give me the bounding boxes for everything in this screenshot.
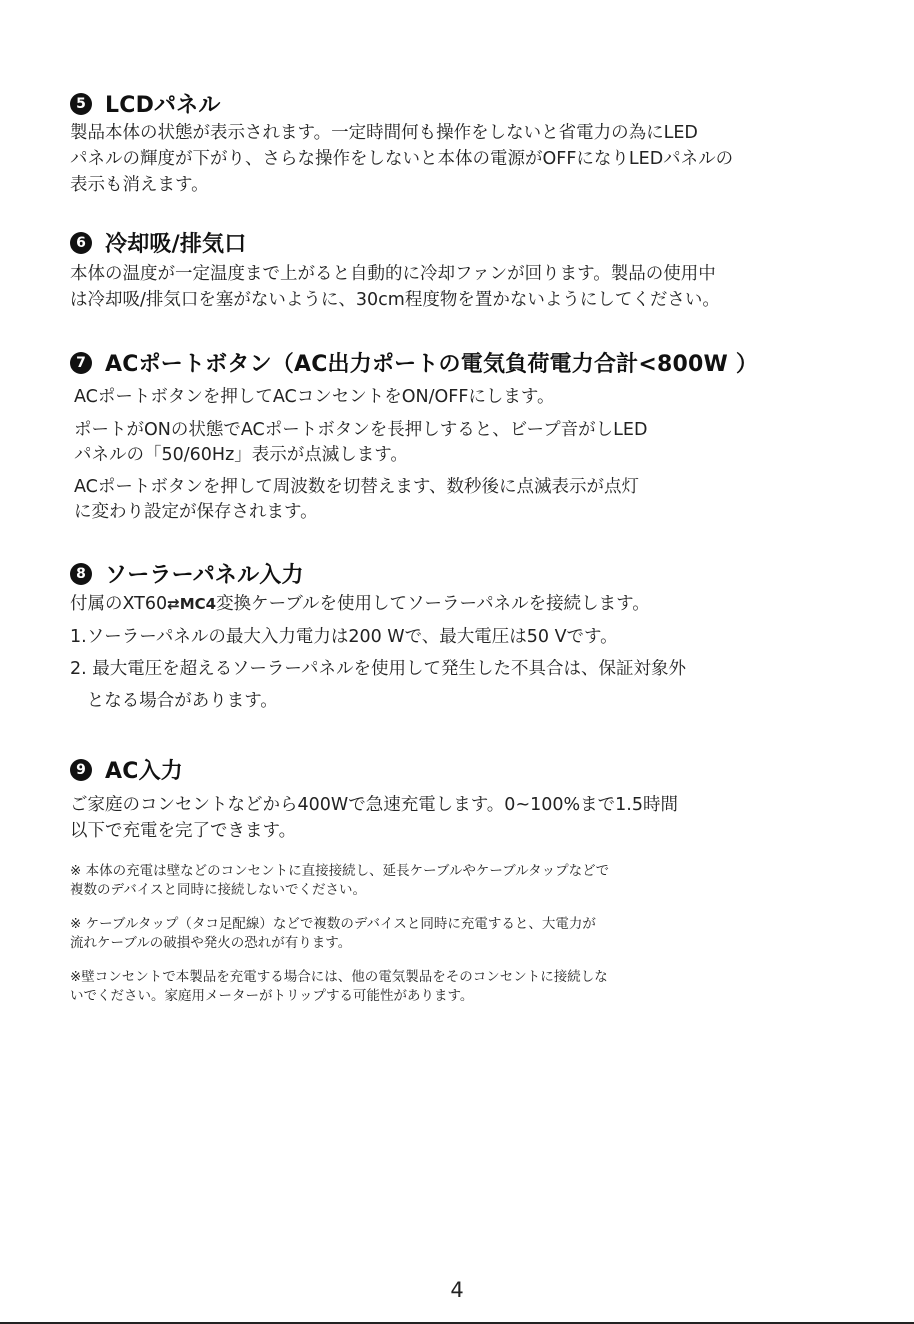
section-7-line: パネルの「50/60Hz」表示が点滅します。: [74, 445, 408, 465]
cable-text-suffix: 変換ケーブルを使用してソーラーパネルを接続します。: [216, 594, 650, 614]
section-8-line: となる場合があります。: [70, 691, 278, 711]
section-6-heading: [70, 227, 246, 258]
note-line: ※ 本体の充電は壁などのコンセントに直接接続し、延長ケーブルやケーブルタップなどで: [70, 863, 610, 879]
number-8-icon: 8: [70, 563, 92, 585]
swap-arrow-icon: ⇄: [167, 595, 180, 613]
section-7-line: ACポートボタンを押して周波数を切替えます、数秒後に点滅表示が点灯: [74, 477, 639, 497]
note-line: いでください。家庭用メーターがトリップする可能性があります。: [70, 988, 474, 1004]
section-9-line: 以下で充電を完了できます。: [70, 821, 297, 841]
section-5-title: LCDパネル: [105, 93, 221, 118]
section-7-heading: [70, 347, 758, 378]
section-8-heading: [70, 558, 304, 589]
section-5-line: 製品本体の状態が表示されます。一定時間何も操作をしないと省電力の為にLED: [70, 123, 698, 143]
section-9-heading: [70, 754, 183, 785]
mc4-label: MC4: [179, 595, 217, 613]
section-8-title: ソーラーパネル入力: [105, 563, 304, 588]
section-7-line: ACポートボタンを押してACコンセントをON/OFFにします。: [74, 387, 555, 407]
section-6-title: 冷却吸/排気口: [105, 232, 247, 257]
page-number: 4: [450, 1278, 464, 1302]
section-7-title: ACポートボタン（AC出力ポートの電気負荷電力合計<800W ）: [105, 352, 759, 377]
number-5-icon: 5: [70, 93, 92, 115]
section-8-line: [70, 591, 650, 618]
note-line: ※壁コンセントで本製品を充電する場合には、他の電気製品をそのコンセントに接続しな: [70, 969, 608, 985]
section-5-heading: [70, 88, 221, 119]
note-line: ※ ケーブルタップ（タコ足配線）などで複数のデバイスと同時に充電すると、大電力が: [70, 916, 596, 932]
number-6-icon: 6: [70, 232, 92, 254]
section-6-line: は冷却吸/排気口を塞がないように、30cm程度物を置かないようにしてください。: [70, 290, 720, 310]
section-8-line: 1.ソーラーパネルの最大入力電力は200 Wで、最大電圧は50 Vです。: [70, 627, 618, 647]
section-6-line: 本体の温度が一定温度まで上がると自動的に冷却ファンが回ります。製品の使用中: [70, 264, 716, 284]
section-7-line: ポートがONの状態でACポートボタンを長押しすると、ビープ音がしLED: [74, 420, 648, 440]
note-line: 流れケーブルの破損や発火の恐れが有ります。: [70, 935, 352, 951]
number-9-icon: 9: [70, 759, 92, 781]
section-5-line: パネルの輝度が下がり、さらな操作をしないと本体の電源がOFFになりLEDパネルの: [70, 149, 734, 169]
section-7-line: に変わり設定が保存されます。: [74, 502, 318, 522]
note-line: 複数のデバイスと同時に接続しないでください。: [70, 882, 367, 898]
section-8-line: 2. 最大電圧を超えるソーラーパネルを使用して発生した不具合は、保証対象外: [70, 659, 687, 679]
section-9-title: AC入力: [105, 759, 183, 784]
number-7-icon: 7: [70, 352, 92, 374]
section-9-line: ご家庭のコンセントなどから400Wで急速充電します。0~100%まで1.5時間: [70, 795, 678, 815]
section-5-line: 表示も消えます。: [70, 175, 209, 195]
cable-text-prefix: 付属のXT60: [70, 594, 168, 614]
